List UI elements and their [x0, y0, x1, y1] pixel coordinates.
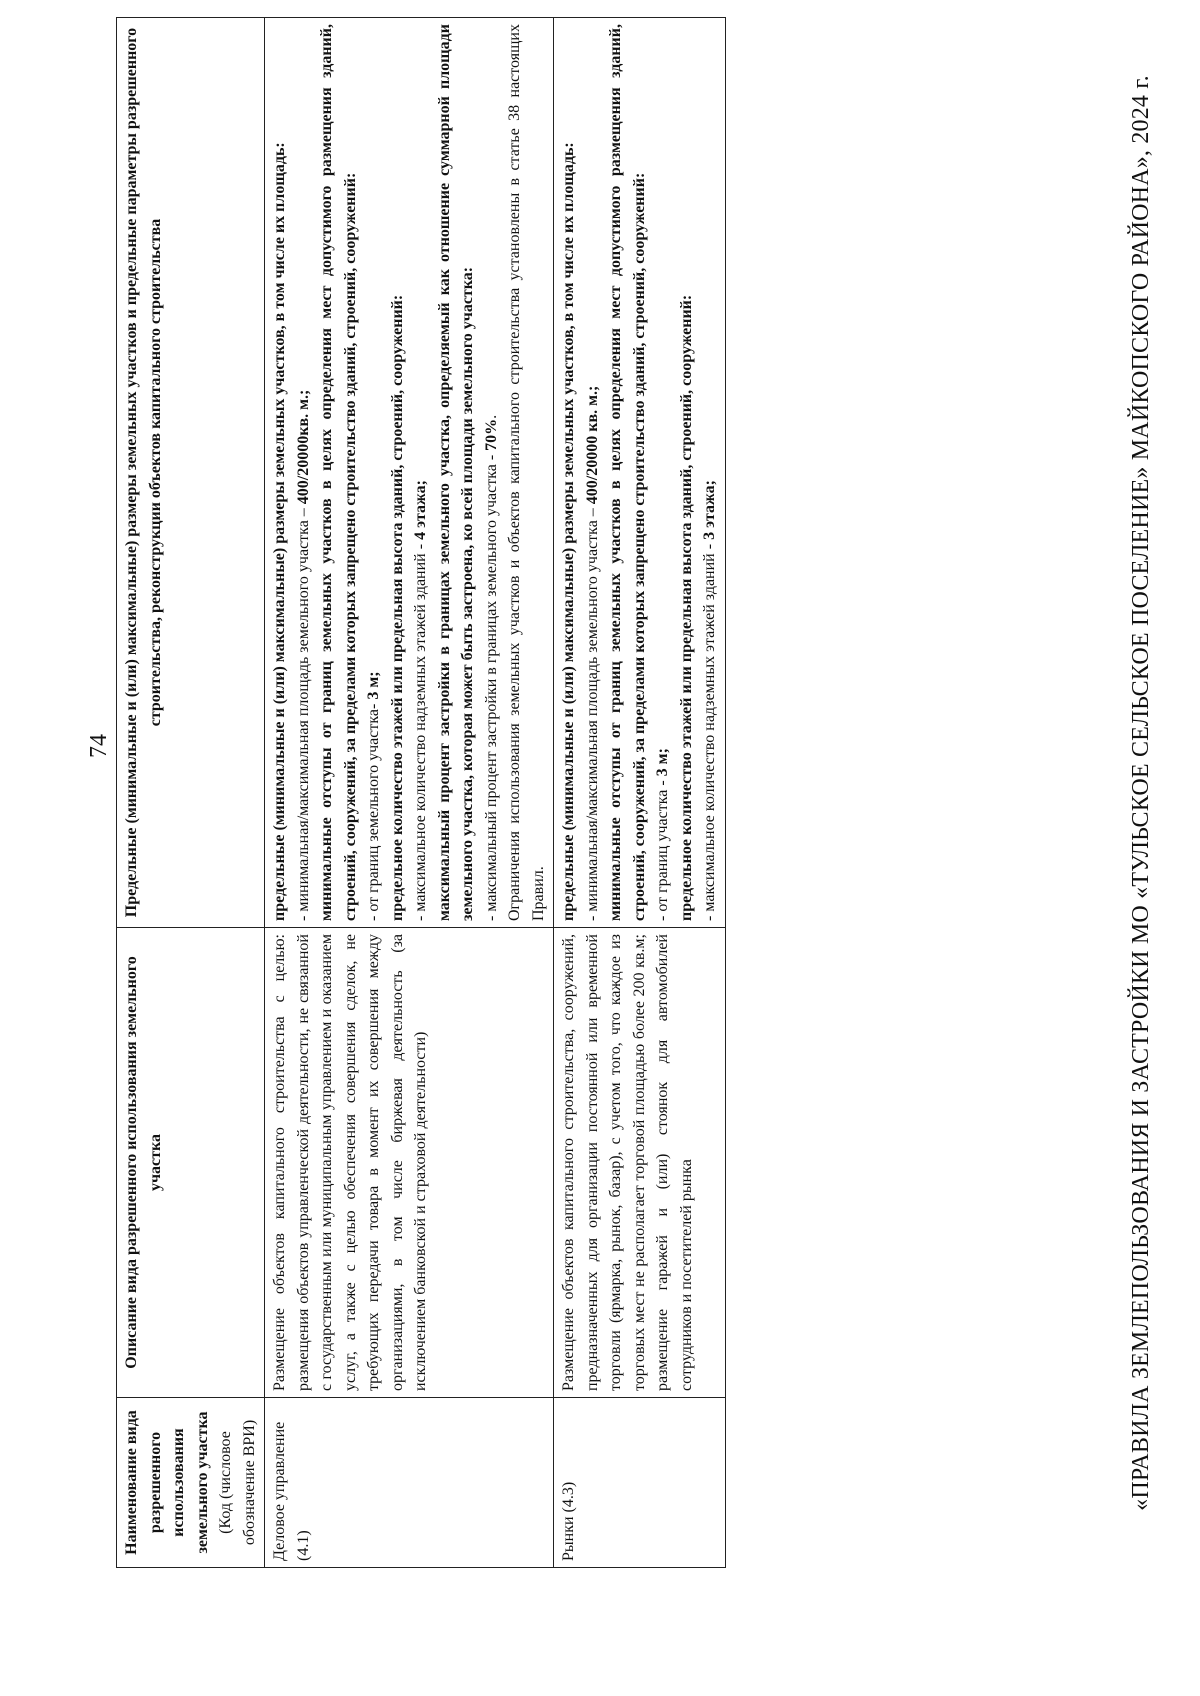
setback-line	[651, 24, 675, 921]
floors-text: - максимальное количество надземных этажей зданий -	[701, 539, 718, 921]
setback-value: 3 м;	[654, 748, 671, 777]
document-footer: «ПРАВИЛА ЗЕМЛЕПОЛЬЗОВАНИЯ И ЗАСТРОЙКИ МО «ТУЛЬСКОЕ СЕЛЬСКОЕ ПОСЕЛЕНИЕ» МАЙКОПСКОГО РАЙОНА», 2024 г.	[1128, 75, 1154, 1511]
area-line	[292, 24, 316, 921]
row-description-cell	[265, 928, 554, 1398]
floors-text: - максимальное количество надземных этажей зданий -	[412, 539, 429, 921]
setback-text: - от границ участка -	[654, 776, 671, 921]
coverage-text: - максимальный процент застройки в границах земельного участка -	[482, 450, 500, 921]
header-name-title: Наименование вида разрешенного использования земельного участка	[123, 1410, 211, 1555]
table-row	[265, 18, 554, 1568]
setback-text: - от границ земельного участка-	[365, 699, 382, 921]
row-params-cell	[554, 18, 726, 928]
restrictions-note: Ограничения использования земельных участков и объектов капитального строительства установлены в статье 38 настоящих Правил.	[506, 24, 547, 921]
page-number: 74	[86, 734, 112, 758]
row-description-cell	[554, 928, 726, 1398]
floors-title: предельное количество этажей или предельная высота зданий, строений, сооружений:	[388, 294, 406, 921]
area-text: - минимальная/максимальная площадь земельного участка –	[583, 504, 601, 921]
zoning-rules-table	[116, 17, 726, 1568]
permitted-use-description: Размещение объектов капитального строительства с целью: размещения объектов управленческой деятельности, не связанной с государственным или муниципальным управлением и оказанием услуг, а также с целью обеспечения совершения сделок, не требующих передачи товара в момент их совершения между организациями, в том числе биржевая деятельность (за исключением банковской и страховой деятельности)	[271, 934, 429, 1391]
header-name-note: (Код (числовое обозначение ВРИ)	[217, 1419, 258, 1546]
area-value: 400/20000кв. м.;	[294, 389, 312, 505]
row-params-cell	[265, 18, 554, 928]
setback-title: минимальные отступы от границ земельных участков в целях определения мест допустимого размещения зданий, строений, сооружений, за пределами которых запрещено строительство зданий, строений, сооружений:	[607, 24, 648, 921]
sizes-title: предельные (минимальные и (или) максимальные) размеры земельных участков, в том числе их площадь:	[560, 142, 577, 921]
floors-line	[409, 24, 433, 921]
setback-title: минимальные отступы от границ земельных участков в целях определения мест допустимого размещения зданий, строений, сооружений, за пределами которых запрещено строительство зданий, строений, сооружений:	[318, 24, 359, 921]
sizes-title: предельные (минимальные и (или) максимальные) размеры земельных участков, в том числе их площадь:	[271, 142, 288, 921]
header-name-column	[117, 1398, 265, 1568]
coverage-end: .	[482, 414, 500, 419]
coverage-value: 70%	[482, 418, 500, 451]
permitted-use-name: Деловое управление (4.1)	[271, 1421, 312, 1561]
floors-value: 4 этажа;	[412, 480, 429, 540]
header-description-column: Описание вида разрешенного использования земельного участка	[117, 928, 265, 1398]
table-row	[554, 18, 726, 1568]
setback-value: 3 м;	[365, 671, 382, 700]
area-value: 400/20000 кв. м.;	[583, 385, 601, 505]
setback-line	[362, 24, 386, 921]
permitted-use-description: Размещение объектов капитального строительства, сооружений, предназначенных для организации постоянной или временной торговли (ярмарка, рынок, базар), с учетом того, что каждое из торговых мест не располагает торговой площадью более 200 кв.м; размещение гаражей и (или) стоянок для автомобилей сотрудников и посетителей рынка	[560, 934, 695, 1391]
table-header-row	[117, 18, 265, 1568]
coverage-line	[480, 24, 504, 921]
permitted-use-name: Рынки (4.3)	[560, 1481, 577, 1561]
area-line	[581, 24, 605, 921]
header-params-column: Предельные (минимальные и (или) максимальные) размеры земельных участков и предельные параметры разрешенного строительства, реконструкции объектов капитального строительства	[117, 18, 265, 928]
floors-title: предельное количество этажей или предельная высота зданий, строений, сооружений:	[677, 294, 695, 921]
area-text: - минимальная/максимальная площадь земельного участка –	[294, 504, 312, 921]
floors-line	[698, 24, 722, 921]
row-name-cell	[554, 1398, 726, 1568]
floors-value: 3 этажа;	[701, 480, 718, 540]
coverage-title: максимальный процент застройки в границах земельного участка, определяемый как отношение суммарной площади земельного участка, которая может быть застроена, ко всей площади земельного участка:	[435, 24, 476, 921]
row-name-cell	[265, 1398, 554, 1568]
